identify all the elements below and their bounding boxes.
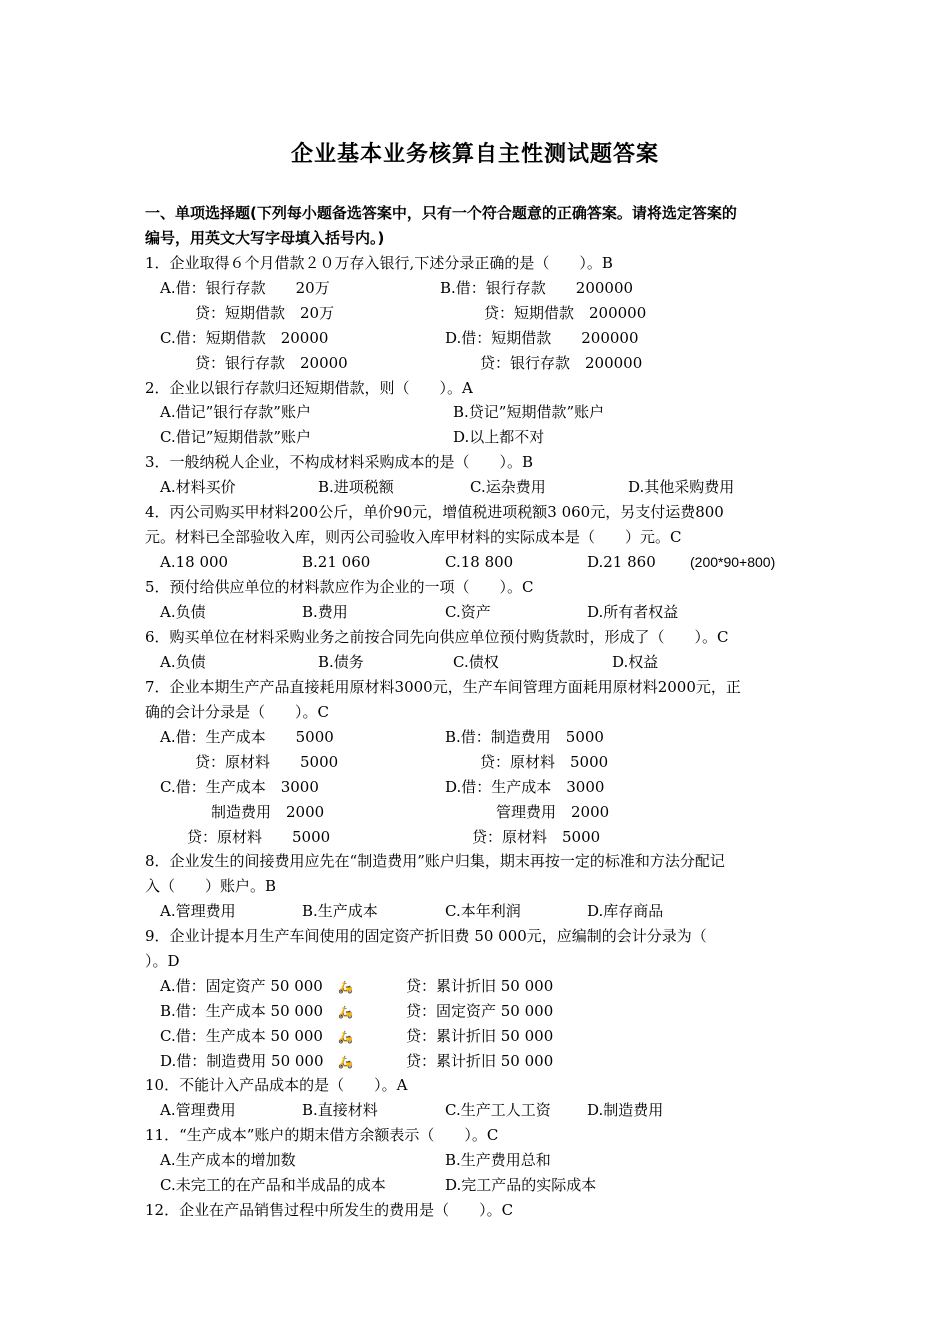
question-4-stem: 4．丙公司购买甲材料200公斤，单价90元，增值税进项税额3 060元，另支付运费800 xyxy=(145,503,724,521)
q2-option-a: A.借记”银行存款”账户 xyxy=(160,403,311,421)
q11-option-b: B.生产费用总和 xyxy=(445,1151,551,1169)
q4-option-c: C.18 800 xyxy=(445,553,514,571)
q4-option-a: A.18 000 xyxy=(160,553,229,571)
q2-option-c: C.借记”短期借款”账户 xyxy=(160,428,312,446)
question-8-stem-cont: 入（ ）账户。B xyxy=(145,877,277,895)
q11-option-c: C.未完工的在产品和半成品的成本 xyxy=(160,1176,386,1194)
scooter-icon: 🛵 xyxy=(338,980,353,994)
q2-option-b: B.贷记”短期借款”账户 xyxy=(453,403,605,421)
q9-option-d-debit: D.借：制造费用 50 000 xyxy=(160,1052,324,1070)
q1-option-c-line-2: 贷：银行存款 20000 xyxy=(195,354,348,372)
section-heading-line-2: 编号，用英文大写字母填入括号内。) xyxy=(145,229,385,247)
question-8-stem: 8．企业发生的间接费用应先在“制造费用”账户归集，期末再按一定的标准和方法分配记 xyxy=(145,852,725,870)
q1-option-a-line-2: 贷：短期借款 20万 xyxy=(195,304,335,322)
q7-option-c-line-2: 制造费用 2000 xyxy=(211,803,325,821)
q6-option-a: A.负债 xyxy=(160,653,206,671)
question-2-stem: 2．企业以银行存款归还短期借款，则（ ）。A xyxy=(145,379,473,397)
question-6-stem: 6．购买单位在材料采购业务之前按合同先向供应单位预付购货款时，形成了（ ）。C xyxy=(145,628,729,646)
q9-option-a-credit: 贷：累计折旧 50 000 xyxy=(406,977,554,995)
q9-option-b-credit: 贷：固定资产 50 000 xyxy=(406,1002,554,1020)
question-7-stem: 7．企业本期生产产品直接耗用原材料3000元，生产车间管理方面耗用原材料2000元，正 xyxy=(145,678,741,696)
q7-option-d-line-3: 贷：原材料 5000 xyxy=(472,828,601,846)
q5-option-c: C.资产 xyxy=(445,603,491,621)
q1-option-b-line-1: B.借：银行存款 200000 xyxy=(440,279,634,297)
q5-option-a: A.负债 xyxy=(160,603,206,621)
q10-option-a: A.管理费用 xyxy=(160,1101,236,1119)
question-11-stem: 11．“生产成本”账户的期末借方余额表示（ ）。C xyxy=(145,1126,499,1144)
q3-option-b: B.进项税额 xyxy=(318,478,394,496)
q11-option-a: A.生产成本的增加数 xyxy=(160,1151,296,1169)
q11-option-d: D.完工产品的实际成本 xyxy=(445,1176,597,1194)
q1-option-c-line-1: C.借：短期借款 20000 xyxy=(160,329,329,347)
q1-option-a-line-1: A.借：银行存款 20万 xyxy=(160,279,330,297)
question-7-stem-cont: 确的会计分录是（ ）。C xyxy=(145,703,329,721)
q8-option-c: C.本年利润 xyxy=(445,902,521,920)
q1-option-d-line-2: 贷：银行存款 200000 xyxy=(480,354,643,372)
q7-option-d-line-1: D.借：生产成本 3000 xyxy=(445,778,605,796)
q4-option-d: D.21 860 xyxy=(587,553,656,571)
question-3-stem: 3．一般纳税人企业，不构成材料采购成本的是（ ）。B xyxy=(145,453,534,471)
q2-option-d: D.以上都不对 xyxy=(453,428,545,446)
q9-option-b-debit: B.借：生产成本 50 000 xyxy=(160,1002,324,1020)
q7-option-c-line-1: C.借：生产成本 3000 xyxy=(160,778,319,796)
q9-option-c-credit: 贷：累计折旧 50 000 xyxy=(406,1027,554,1045)
q8-option-b: B.生产成本 xyxy=(302,902,378,920)
q7-option-c-line-3: 贷：原材料 5000 xyxy=(187,828,331,846)
q1-option-b-line-2: 贷：短期借款 200000 xyxy=(484,304,647,322)
q4-option-b: B.21 060 xyxy=(302,553,371,571)
q6-option-c: C.债权 xyxy=(453,653,499,671)
question-9-stem: 9．企业计提本月生产车间使用的固定资产折旧费 50 000元，应编制的会计分录为（ xyxy=(145,927,707,945)
q8-option-a: A.管理费用 xyxy=(160,902,236,920)
q7-option-d-line-2: 管理费用 2000 xyxy=(496,803,610,821)
q5-option-d: D.所有者权益 xyxy=(587,603,679,621)
q6-option-b: B.债务 xyxy=(318,653,364,671)
q3-option-d: D.其他采购费用 xyxy=(628,478,735,496)
question-10-stem: 10．不能计入产品成本的是（ ）。A xyxy=(145,1076,408,1094)
q4-calculation-note: (200*90+800) xyxy=(690,554,776,570)
document-title: 企业基本业务核算自主性测试题答案 xyxy=(290,142,659,167)
q10-option-c: C.生产工人工资 xyxy=(445,1101,551,1119)
scooter-icon: 🛵 xyxy=(338,1030,353,1044)
q5-option-b: B.费用 xyxy=(302,603,348,621)
q7-option-a-line-2: 贷：原材料 5000 xyxy=(195,753,339,771)
q10-option-d: D.制造费用 xyxy=(587,1101,664,1119)
q9-option-a-debit: A.借：固定资产 50 000 xyxy=(160,977,323,995)
q10-option-b: B.直接材料 xyxy=(302,1101,378,1119)
question-9-stem-cont: ）。D xyxy=(145,952,180,970)
q7-option-a-line-1: A.借：生产成本 5000 xyxy=(160,728,334,746)
question-4-stem-cont: 元。材料已全部验收入库，则丙公司验收入库甲材料的实际成本是（ ）元。C xyxy=(145,528,682,546)
q9-option-c-debit: C.借：生产成本 50 000 xyxy=(160,1027,323,1045)
q9-option-d-credit: 贷：累计折旧 50 000 xyxy=(406,1052,554,1070)
scooter-icon: 🛵 xyxy=(338,1005,353,1019)
q3-option-c: C.运杂费用 xyxy=(470,478,546,496)
question-1-stem: 1．企业取得６个月借款２０万存入银行,下述分录正确的是（ ）。B xyxy=(145,254,613,272)
q3-option-a: A.材料买价 xyxy=(160,478,236,496)
question-5-stem: 5．预付给供应单位的材料款应作为企业的一项（ ）。C xyxy=(145,578,534,596)
q1-option-d-line-1: D.借：短期借款 200000 xyxy=(445,329,639,347)
q7-option-b-line-2: 贷：原材料 5000 xyxy=(480,753,609,771)
question-12-stem: 12．企业在产品销售过程中所发生的费用是（ ）。C xyxy=(145,1201,514,1219)
q7-option-b-line-1: B.借：制造费用 5000 xyxy=(445,728,604,746)
q8-option-d: D.库存商品 xyxy=(587,902,664,920)
q6-option-d: D.权益 xyxy=(612,653,659,671)
scooter-icon: 🛵 xyxy=(338,1055,353,1069)
section-heading-line-1: 一、单项选择题(下列每小题备选答案中，只有一个符合题意的正确答案。请将选定答案的 xyxy=(145,204,737,222)
